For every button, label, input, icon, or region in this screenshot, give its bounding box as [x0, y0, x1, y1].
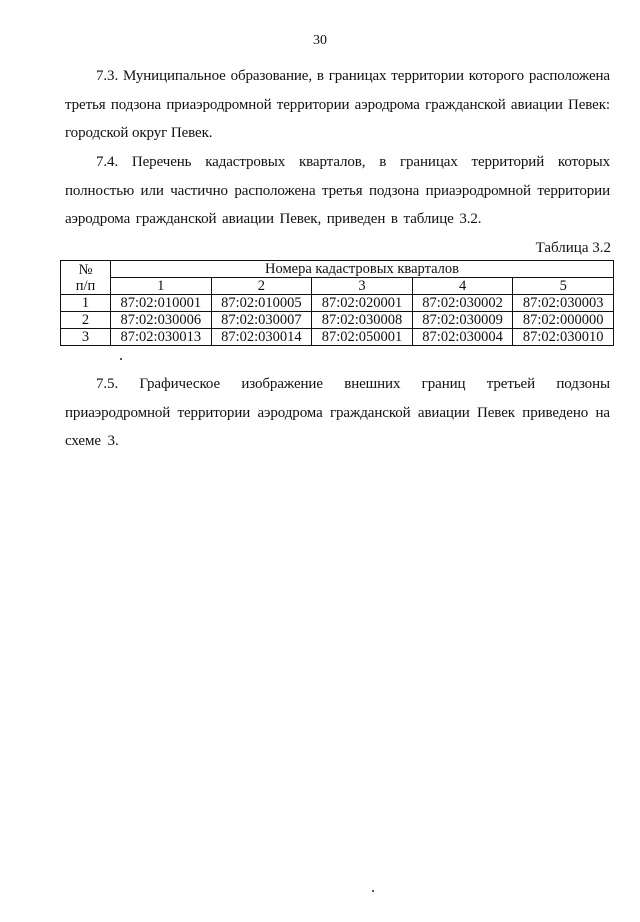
cadastral-number: 87:02:010005: [211, 295, 312, 312]
cadastral-number: 87:02:030014: [211, 329, 312, 346]
cadastral-number: 87:02:030010: [513, 329, 614, 346]
paragraph-7-3: 7.3. Муниципальное образование, в границах территории которого расположена третья подзона приаэродромной территории аэродрома гражданской авиации Певек: городской округ Певек.: [65, 68, 610, 141]
cadastral-number: 87:02:030013: [111, 329, 212, 346]
cadastral-number: 87:02:030004: [412, 329, 513, 346]
table-row: [61, 329, 614, 346]
paragraph-7-4: 7.4. Перечень кадастровых кварталов, в границах территорий которых полностью или частично расположена третья подзона приаэродромной территории аэродрома гражданской авиации Певек, приведен в таблице 3.2.: [65, 154, 610, 227]
column-number: 5: [513, 278, 614, 295]
cadastral-number: 87:02:030002: [412, 295, 513, 312]
row-number: 2: [61, 312, 111, 329]
cadastral-number: 87:02:050001: [312, 329, 413, 346]
cadastral-number: 87:02:010001: [111, 295, 212, 312]
column-number: 1: [111, 278, 212, 295]
table-row: [61, 295, 614, 312]
row-number: 1: [61, 295, 111, 312]
header-number-cell: [61, 261, 111, 295]
cadastral-number: 87:02:000000: [513, 312, 614, 329]
paragraph-7-5: 7.5. Графическое изображение внешних границ третьей подзоны приаэродромной территории аэродрома гражданской авиации Певек приведено на схеме 3.: [65, 376, 610, 449]
header-number-sign: №: [78, 261, 93, 278]
column-number: 4: [412, 278, 513, 295]
scan-speck: [372, 890, 374, 892]
cadastral-number: 87:02:020001: [312, 295, 413, 312]
row-number: 3: [61, 329, 111, 346]
column-number: 3: [312, 278, 413, 295]
cadastral-number: 87:02:030006: [111, 312, 212, 329]
column-number: 2: [211, 278, 312, 295]
cadastral-number: 87:02:030009: [412, 312, 513, 329]
table-column-number-row: [61, 278, 614, 295]
table-caption: Таблица 3.2: [535, 240, 611, 256]
cadastral-number: 87:02:030007: [211, 312, 312, 329]
table-header-row: [61, 261, 614, 278]
header-number-abbrev: п/п: [75, 277, 96, 294]
cadastral-number: 87:02:030008: [312, 312, 413, 329]
cadastral-number: 87:02:030003: [513, 295, 614, 312]
header-group-cell: Номера кадастровых кварталов: [111, 261, 614, 278]
page-number: 30: [313, 33, 327, 48]
scan-speck: [120, 358, 122, 360]
cadastral-table: [60, 260, 614, 346]
table-row: [61, 312, 614, 329]
